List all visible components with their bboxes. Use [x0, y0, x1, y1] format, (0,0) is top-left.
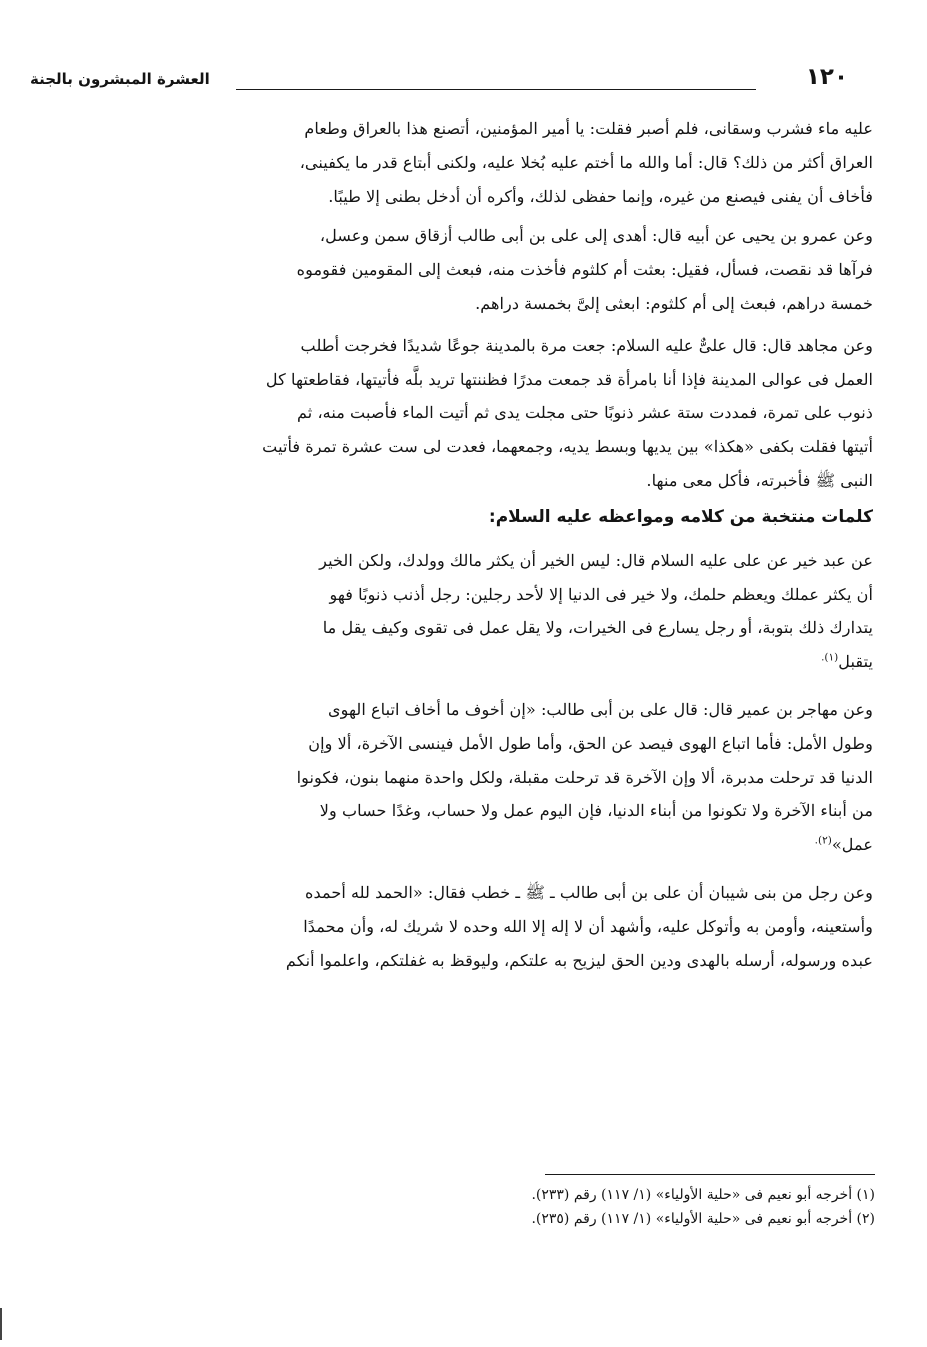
running-header: [30, 60, 848, 104]
paragraph: [30, 544, 873, 679]
header-rule: [236, 89, 756, 90]
paragraph-text: عن عبد خير عن على عليه السلام قال: ليس الخير أن يكثر مالك وولدك، ولكن الخير أن يكثر عملك ويعظم حلمك، ولا خير فى الدنيا إلا لأحد رجلين: رجل أذنب ذنوبًا فهو يتدارك ذلك بتوبة، أو رجل يسارع فى الخيرات، ولا يقل عمل فى تقوى وكيف يقل ما يتقبل: [319, 550, 873, 672]
page-number: ١٢٠: [805, 64, 848, 90]
section-heading: كلمات منتخبة من كلامه ومواعظه عليه السلام:: [488, 506, 873, 527]
paragraph-text: وعن رجل من بنى شيبان أن على بن أبى طالب ـ ﷺ ـ خطب فقال: «الحمد لله أحمده وأستعينه، وأومن به وأتوكل عليه، وأشهد أن لا إله إلا الله وحده لا شريك له، وأن محمدًا عبده ورسوله، أرسله بالهدى ودين الحق ليزيح به علتكم، وليوقظ به غفلتكم، واعلموا أنكم: [285, 882, 873, 970]
footnote-ref: (٢).: [814, 834, 832, 847]
footnote: (٢) أخرجه أبو نعيم فى «حلية الأولياء» (١/ ١١٧) رقم (٢٣٥).: [531, 1211, 875, 1227]
running-title: العشرة المبشرون بالجنة: [30, 70, 210, 88]
paragraph: [30, 876, 873, 977]
scan-margin-mark: [0, 1308, 2, 1340]
footnote-ref: (١).: [821, 651, 839, 664]
footnote: (١) أخرجه أبو نعيم فى «حلية الأولياء» (١/ ١١٧) رقم (٢٣٣).: [531, 1187, 875, 1203]
footnote-separator: [545, 1174, 875, 1175]
paragraph: عليه ماء فشرب وسقانى، فلم أصبر فقلت: يا أمير المؤمنين، أتصنع هذا بالعراق وطعام العراق أكثر من ذلك؟ قال: أما والله ما أختم عليه بُخلا عليه، ولكنى أبتاع قدر ما يكفينى، فأخاف أن يفنى فيصنع من غيره، وإنما حفظى لذلك، وأكره أن أدخل بطنى إلا طيبًا.: [299, 119, 873, 206]
paragraph: وعن عمرو بن يحيى عن أبيه قال: أهدى إلى على بن أبى طالب أزقاق سمن وعسل، فرآها قد نقصت، فسأل، فقيل: بعثت أم كلثوم فأخذت منه، فبعث إلى المقومين فقوموه خمسة دراهم، فبعث إلى أم كلثوم: ابعثى إلىَّ بخمسة دراهم.: [296, 226, 873, 313]
paragraph-text: وعن مهاجر بن عمير قال: قال على بن أبى طالب: «إن أخوف ما أخاف اتباع الهوى وطول الأمل: فأما اتباع الهوى فيصد عن الحق، وأما طول الأمل فينسى الآخرة، ألا وإن الدنيا قد ترحلت مدبرة، ألا وإن الآخرة قد ترحلت مقبلة، ولكل واحدة منهما بنون، فكونوا من أبناء الآخرة ولا تكونوا من أبناء الدنيا، فإن اليوم عمل ولا حساب، وغدًا حساب ولا عمل»: [296, 699, 873, 855]
paragraph: وعن مجاهد قال: قال علىٌّ عليه السلام: جعت مرة بالمدينة جوعًا شديدًا فخرجت أطلب العمل فى عوالى المدينة فإذا أنا بامرأة قد جمعت مدرًا فظننتها تريد بلَّه فأتيتها، فقاطعتها كل ذنوب على تمرة، فمددت ستة عشر ذنوبًا حتى مجلت يدى ثم أتيت الماء فأصبت منه، ثم أتيتها فقلت بكفى «هكذا» بين يديها وبسط يديه، وجمعهما، فعدت لى ست عشرة تمرة فأتيت النبى ﷺ فأخبرته، فأكل معى منها.: [262, 335, 873, 490]
paragraph: [30, 693, 873, 862]
main-text: [30, 112, 873, 977]
footnotes: [175, 1183, 875, 1231]
